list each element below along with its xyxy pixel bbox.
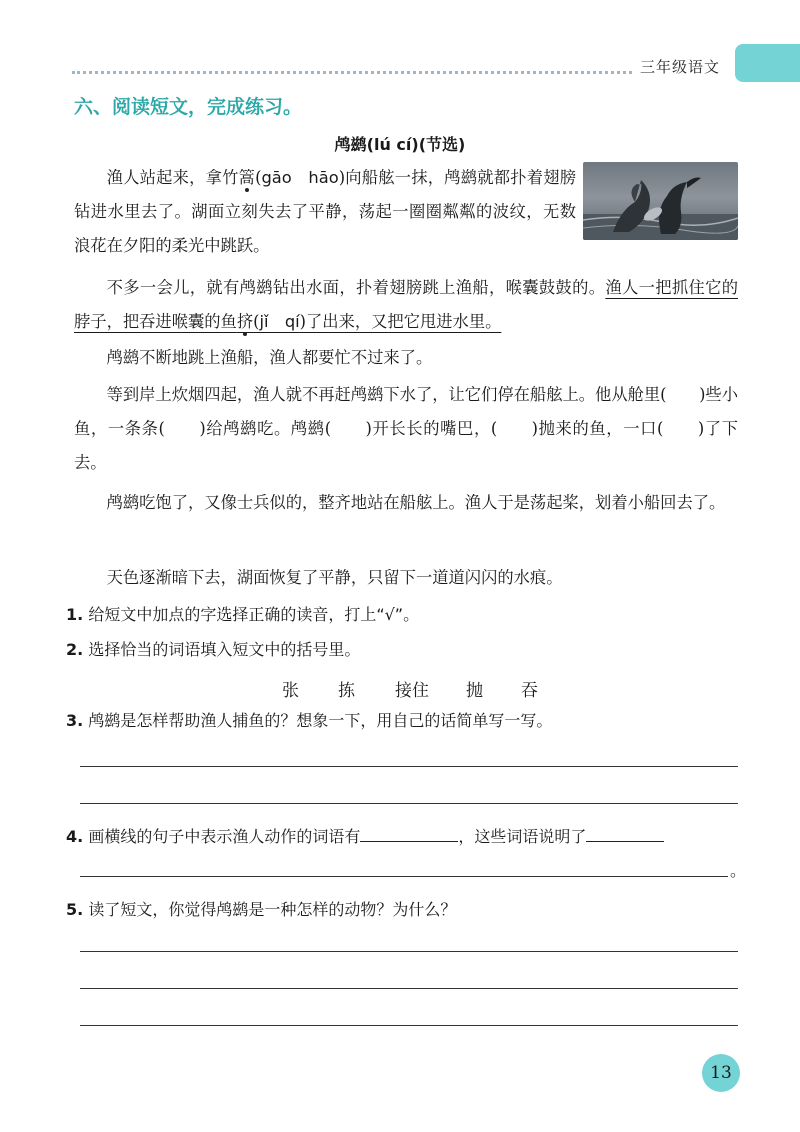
word-bank-item: 抛 (466, 681, 483, 701)
page-number: 13 (702, 1054, 740, 1092)
article-title: 鸬鹚(lú cí)(节选) (334, 135, 466, 154)
section-title: 六、阅读短文，完成练习。 (74, 96, 303, 118)
word-bank-item: 接住 (395, 681, 429, 701)
question-4: 4. 画横线的句子中表示渔人动作的词语有 ，这些词语说明了 (66, 824, 740, 847)
cormorant-photo (583, 162, 738, 240)
paragraph-6: 天色逐渐暗下去，湖面恢复了平静，只留下一道道闪闪的水痕。 (106, 568, 563, 587)
header-tab (735, 44, 800, 82)
paragraph-3: 鸬鹚不断地跳上渔船，渔人都要忙不过来了。 (106, 348, 433, 367)
answer-blank-q4-1[interactable] (360, 825, 458, 842)
answer-line-q3-2[interactable] (80, 803, 738, 804)
answer-line-q5-3[interactable] (80, 1025, 738, 1026)
answer-line-q4[interactable] (80, 876, 728, 877)
word-bank-item: 拣 (338, 681, 355, 701)
paragraph-1: 渔人站起来，拿竹篙(gāo hāo)向船舷一抹，鸬鹚就都扑着翅膀钻进水里去了。湖面立刻失去了平静，荡起一圈圈粼粼的波纹，无数浪花在夕阳的柔光中跳跃。 (74, 168, 576, 255)
dotted-char-gao: 篙 (238, 168, 256, 187)
q4-end-mark: 。 (730, 861, 747, 880)
answer-line-q5-1[interactable] (80, 951, 738, 952)
answer-blank-q4-2[interactable] (586, 825, 664, 842)
question-3: 3. 鸬鹚是怎样帮助渔人捕鱼的？想象一下，用自己的话简单写一写。 (66, 711, 553, 730)
grade-label: 三年级语文 (640, 58, 721, 76)
underlined-sentence: 渔人一把抓住它的脖子，把吞进喉囊的鱼挤(jǐ qí)了出来，又把它甩进水里。 (74, 278, 738, 331)
question-1: 1. 给短文中加点的字选择正确的读音，打上“√”。 (66, 605, 420, 624)
pinyin-choice-1: gāo hāo (261, 168, 339, 187)
header-dotted-rule (72, 71, 632, 74)
paragraph-4: 等到岸上炊烟四起，渔人就不再赶鸬鹚下水了，让它们停在船舷上。他从舱里( )些小鱼，一条条( )给鸬鹚吃。鸬鹚( )开长长的嘴巴，( )抛来的鱼，一口( )了下去。 (74, 385, 738, 472)
question-5: 5. 读了短文，你觉得鸬鹚是一种怎样的动物？为什么？ (66, 900, 457, 919)
question-2: 2. 选择恰当的词语填入短文中的括号里。 (66, 640, 361, 659)
dotted-char-ji: 挤 (236, 312, 254, 331)
word-bank-item: 张 (282, 681, 299, 701)
paragraph-5: 鸬鹚吃饱了，又像士兵似的，整齐地站在船舷上。渔人于是荡起桨，划着小船回去了。 (106, 493, 726, 512)
pinyin-choice-2: jǐ qí (259, 312, 300, 331)
answer-line-q3-1[interactable] (80, 766, 738, 767)
answer-line-q5-2[interactable] (80, 988, 738, 989)
paragraph-2: 不多一会儿，就有鸬鹚钻出水面，扑着翅膀跳上渔船，喉囊鼓鼓的。渔人一把抓住它的脖子，把吞进喉囊的鱼挤(jǐ qí)了出来，又把它甩进水里。 (74, 278, 738, 331)
word-bank-item: 吞 (521, 681, 538, 701)
